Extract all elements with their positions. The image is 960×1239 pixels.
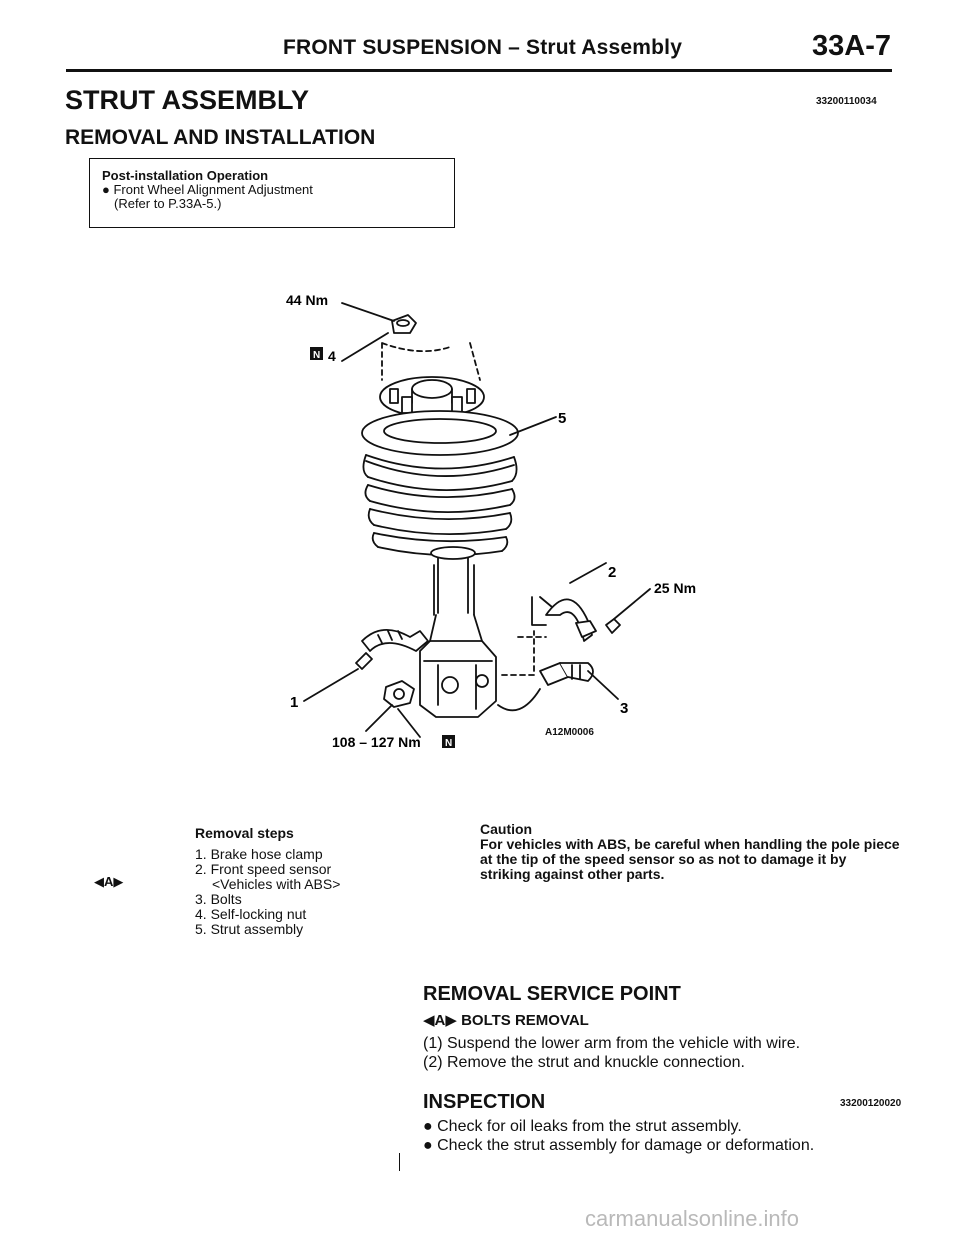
leader-2 — [570, 563, 606, 583]
section-code: 33200110034 — [816, 96, 877, 107]
header-rule — [66, 69, 892, 72]
callout-5: 5 — [558, 410, 567, 427]
callout-1: 1 — [290, 694, 299, 711]
inspection-code: 33200120020 — [840, 1098, 902, 1109]
caution-text: For vehicles with ABS, be careful when handling the pole piece at the tip of the speed sensor so as not to damage it by striking against other parts. — [480, 836, 900, 882]
bottom-nut — [384, 681, 414, 707]
list-item: 1. Brake hose clamp — [195, 846, 323, 862]
page-number: 33A-7 — [812, 30, 891, 62]
caution-block — [480, 822, 900, 882]
n-marker-letter-bottom: N — [445, 738, 453, 749]
marker-a-icon: ◀A▶ — [94, 874, 124, 889]
callout-4: 4 — [328, 348, 336, 364]
list-item: 5. Strut assembly — [195, 921, 304, 937]
leader-3 — [588, 671, 618, 699]
bolts — [540, 663, 593, 685]
leader-5 — [510, 417, 556, 435]
service-point-subtitle: ◀A▶ BOLTS REMOVAL — [423, 1012, 589, 1029]
brake-hose-clamp — [356, 630, 428, 669]
post-op-item: ● Front Wheel Alignment Adjustment — [102, 182, 313, 197]
coil-spring — [363, 455, 516, 555]
callout-2: 2 — [608, 564, 617, 581]
torque-label-25: 25 Nm — [654, 580, 697, 596]
torque-label-top: 44 Nm — [286, 292, 329, 308]
section-title: STRUT ASSEMBLY — [65, 85, 310, 115]
list-item: 3. Bolts — [195, 891, 242, 907]
inspection-title: INSPECTION — [423, 1091, 546, 1113]
post-op-heading: Post-installation Operation — [102, 168, 269, 183]
inspection-line: ● Check for oil leaks from the strut assembly. — [423, 1118, 742, 1135]
post-op-ref: (Refer to P.33A-5.) — [114, 196, 222, 211]
figure-code: A12M0006 — [545, 727, 594, 738]
caution-heading: Caution — [480, 821, 533, 837]
strut-diagram — [270, 285, 730, 765]
list-item: 2. Front speed sensor — [195, 861, 332, 877]
removal-steps-heading: Removal steps — [195, 825, 294, 841]
callout-3: 3 — [620, 700, 629, 717]
list-item: 4. Self-locking nut — [195, 906, 307, 922]
speed-sensor — [532, 597, 596, 641]
service-point-line: (1) Suspend the lower arm from the vehicle with wire. — [423, 1035, 801, 1052]
service-point-line: (2) Remove the strut and knuckle connection. — [423, 1054, 745, 1071]
header-title: FRONT SUSPENSION – Strut Assembly — [283, 36, 683, 59]
sensor-bolt — [606, 619, 620, 633]
leader-1 — [304, 669, 358, 701]
post-installation-box — [89, 158, 455, 228]
subsection-title: REMOVAL AND INSTALLATION — [65, 126, 376, 149]
n-marker-letter: N — [313, 350, 321, 361]
watermark: carmanualsonline.info — [585, 1206, 800, 1231]
inspection-line: ● Check the strut assembly for damage or deformation. — [423, 1137, 815, 1154]
leader-108nm-a — [366, 705, 392, 731]
margin-mark — [399, 1153, 400, 1171]
strut-bracket — [420, 615, 496, 717]
torque-label-bottom: 108 – 127 Nm — [332, 734, 421, 750]
service-point-title: REMOVAL SERVICE POINT — [423, 983, 681, 1005]
list-item: <Vehicles with ABS> — [212, 876, 341, 892]
removal-steps — [195, 826, 340, 937]
leader-25nm — [614, 589, 650, 619]
leader-108nm-b — [398, 709, 420, 737]
self-locking-nut — [392, 315, 416, 333]
leader-44nm — [342, 303, 394, 321]
